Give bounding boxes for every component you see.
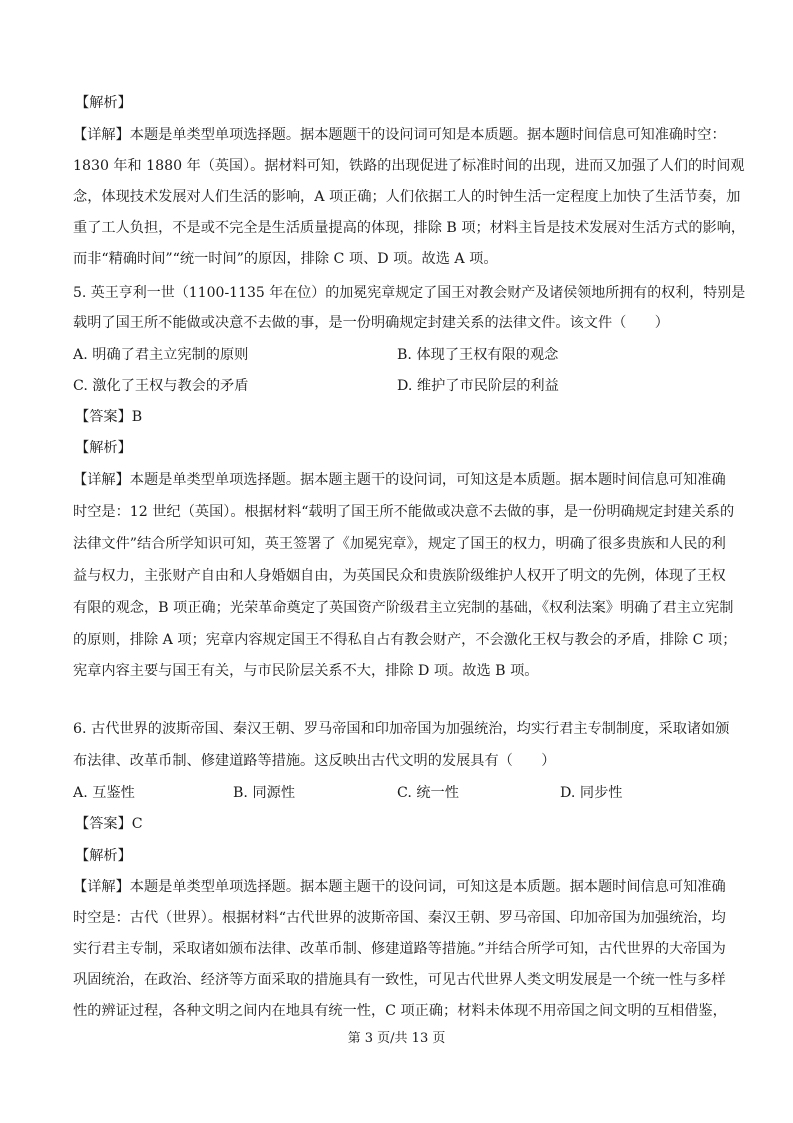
q5-stem-line: 载明了国王所不能做或决意不去做的事，是一份明确规定封建关系的法律文件。该文件（ ） bbox=[73, 315, 669, 331]
analysis-tag: 【解析】 bbox=[75, 848, 132, 864]
q6-explanation-line: 【详解】本题是单类型单项选择题。据本题主题干的设问词，可知这是本质题。据本题时间信息可知准确 bbox=[73, 879, 726, 895]
q5-explanation-line: 法律文件”结合所学知识可知，英王签署了《加冕宪章》，规定了国王的权力，明确了很多贵族和人民的利 bbox=[73, 536, 726, 552]
q6-explanation-line: 巩固统治，在政治、经济等方面采取的措施具有一致性，可见古代世界人类文明发展是一个统一性与多样 bbox=[73, 972, 726, 988]
q6-explanation-line: 性的辨证过程，各种文明之间内在地具有统一性，C 项正确；材料未体现不用帝国之间文明的互相借鉴， bbox=[73, 1003, 727, 1019]
q5-option-a: A. 明确了君主立宪制的原则 bbox=[73, 347, 249, 363]
q6-option-c: C. 统一性 bbox=[397, 785, 459, 801]
q5-option-d: D. 维护了市民阶层的利益 bbox=[397, 378, 559, 394]
q4-explanation-line: 而非“精确时间”“统一时间”的原因，排除 C 项、D 项。故选 A 项。 bbox=[73, 251, 498, 267]
q5-explanation-line: 的原则，排除 A 项；宪章内容规定国王不得私自占有教会财产，不会激化王权与教会的矛盾，排除 C 项； bbox=[73, 632, 737, 648]
q6-option-b: B. 同源性 bbox=[233, 785, 296, 801]
q6-answer-row bbox=[75, 814, 143, 834]
q4-explanation-line: 【详解】本题是单类型单项选择题。据本题题干的设问词可知是本质题。据本题时间信息可知准确时空： bbox=[73, 127, 726, 143]
q6-explanation-line: 时空是：古代（世界）。根据材料“古代世界的波斯帝国、秦汉王朝、罗马帝国、印加帝国为加强统治，均 bbox=[73, 910, 726, 926]
q5-explanation-line: 【详解】本题是单类型单项选择题。据本题主题干的设问词，可知这是本质题。据本题时间信息可知准确 bbox=[73, 472, 726, 488]
q5-option-b: B. 体现了王权有限的观念 bbox=[397, 347, 559, 363]
q4-explanation-line: 1830 年和 1880 年（英国）。据材料可知，铁路的出现促进了标准时间的出现，进而又加强了人们的时间观 bbox=[73, 158, 745, 174]
q5-explanation-line: 宪章内容主要与国王有关，与市民阶层关系不大，排除 D 项。故选 B 项。 bbox=[73, 663, 539, 679]
answer-tag: 【答案】 bbox=[75, 816, 132, 832]
analysis-tag: 【解析】 bbox=[75, 95, 132, 111]
q4-explanation-line: 念，体现技术发展对人们生活的影响，A 项正确；人们依据工人的时钟生活一定程度上加快了生活节奏，加 bbox=[73, 189, 741, 205]
q4-explanation-line: 重了工人负担，不是或不完全是生活质量提高的体现，排除 B 项；材料主旨是技术发展对生活方式的影响， bbox=[73, 220, 746, 236]
q6-stem-line: 6. 古代世界的波斯帝国、秦汉王朝、罗马帝国和印加帝国为加强统治，均实行君主专制制度，采取诸如颁 bbox=[73, 721, 730, 737]
q5-option-c: C. 激化了王权与教会的矛盾 bbox=[73, 378, 249, 394]
page-number-footer: 第 3 页/共 13 页 bbox=[347, 1031, 446, 1046]
q5-explanation-line: 益与权力，主张财产自由和人身婚姻自由，为英国民众和贵族阶级维护人权开了明文的先例，体现了王权 bbox=[73, 568, 726, 584]
q5-explanation-line: 时空是：12 世纪（英国）。根据材料“载明了国王所不能做或决意不去做的事，是一份明确规定封建关系的 bbox=[73, 504, 735, 520]
q5-answer-row bbox=[75, 407, 142, 427]
analysis-tag: 【解析】 bbox=[75, 440, 132, 456]
q6-option-d: D. 同步性 bbox=[560, 785, 623, 801]
q5-stem-line: 5. 英王亨利一世（1100-1135 年在位）的加冕宪章规定了国王对教会财产及诸侯领地所拥有的权利，特别是 bbox=[73, 285, 746, 301]
q5-answer: B bbox=[131, 409, 143, 425]
q6-stem-line: 布法律、改革币制、修建道路等措施。这反映出古代文明的发展具有（ ） bbox=[73, 753, 556, 769]
q6-explanation-line: 实行君主专制，采取诸如颁布法律、改革币制、修建道路等措施。”并结合所学可知，古代世界的大帝国为 bbox=[73, 941, 726, 957]
q6-option-a: A. 互鉴性 bbox=[73, 785, 135, 801]
q6-answer: C bbox=[131, 816, 143, 832]
q5-explanation-line: 有限的观念，B 项正确；光荣革命奠定了英国资产阶级君主立宪制的基础，《权利法案》明确了君主立宪制 bbox=[73, 600, 734, 616]
answer-tag: 【答案】 bbox=[75, 409, 132, 425]
